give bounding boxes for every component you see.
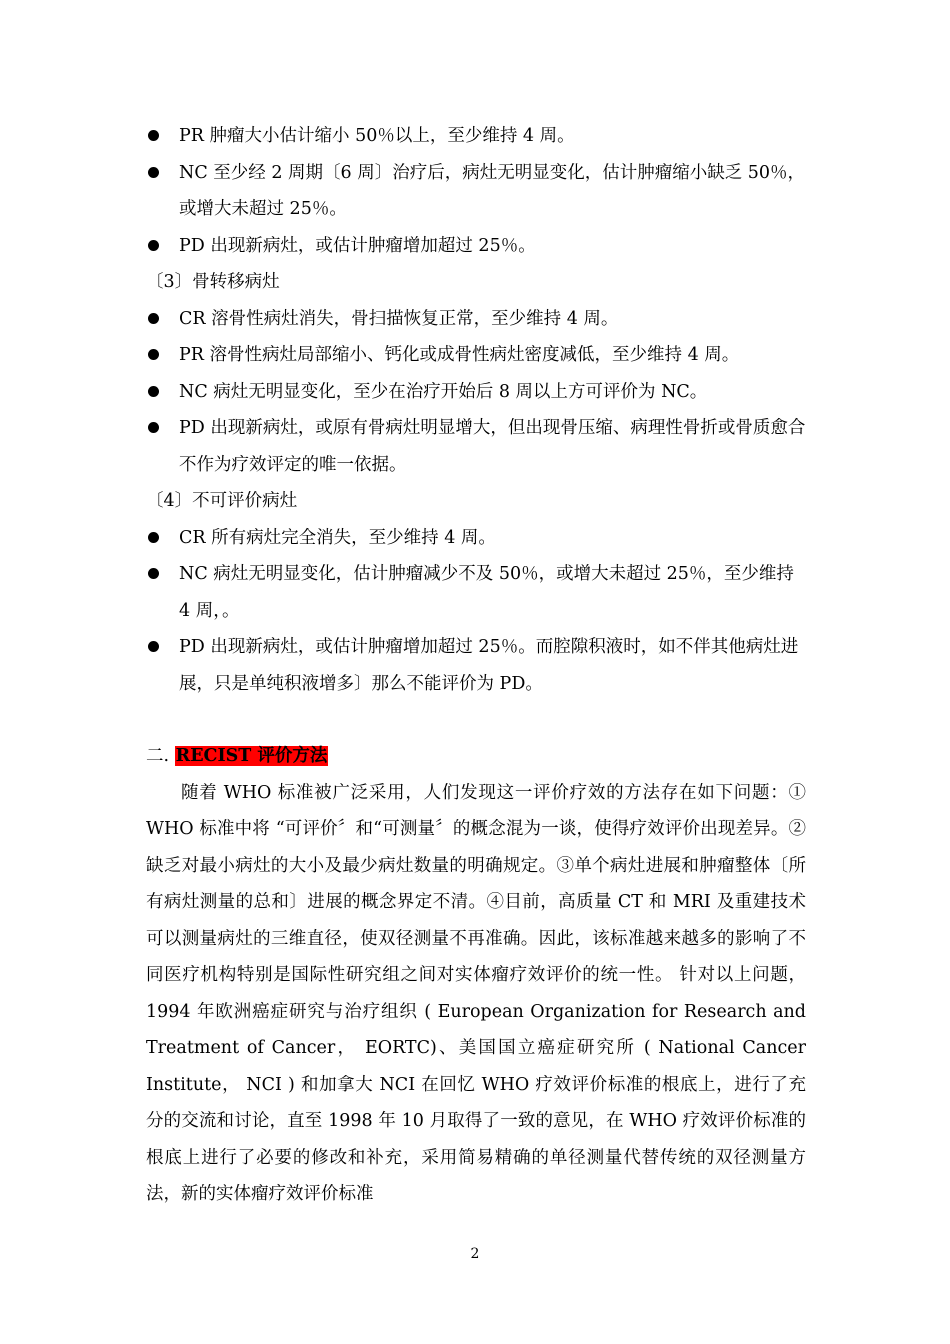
bullet-item [146, 337, 806, 374]
bullet-dot-icon [148, 349, 159, 360]
bullet-text: CR 溶骨性病灶消失，骨扫描恢复正常，至少维持 4 周。 [179, 308, 619, 329]
bullet-item [146, 374, 806, 411]
bullet-dot-icon [148, 130, 159, 141]
section-spacer [146, 702, 806, 738]
bullet-dot-icon [148, 313, 159, 324]
criteria-list [146, 118, 806, 702]
bullet-text: PD 出现新病灶，或估计肿瘤增加超过 25％。而腔隙积液时，如不伴其他病灶进展，只是单纯积液增多〕那么不能评价为 PD。 [179, 637, 799, 694]
page-content [146, 118, 806, 1213]
bullet-text: NC 至少经 2 周期〔6 周〕治疗后，病灶无明显变化，估计肿瘤缩小缺乏 50％，或增大未超过 25％。 [179, 162, 806, 219]
bullet-item [146, 301, 806, 338]
bullet-item [146, 629, 806, 702]
bullet-text: CR 所有病灶完全消失，至少维持 4 周。 [179, 527, 496, 548]
bullet-text: NC 病灶无明显变化，至少在治疗开始后 8 周以上方可评价为 NC。 [179, 381, 708, 402]
bullet-item [146, 155, 806, 228]
bullet-item [146, 118, 806, 155]
subsection-heading: 〔4〕不可评价病灶 [146, 491, 298, 511]
page-number: 2 [470, 1246, 480, 1262]
bullet-dot-icon [148, 167, 159, 178]
bullet-text: PD 出现新病灶，或原有骨病灶明显增大，但出现骨压缩、病理性骨折或骨质愈合不作为疗效评定的唯一依据。 [179, 418, 806, 475]
bullet-dot-icon [148, 386, 159, 397]
body-paragraph: 随着 WHO 标准被广泛采用，人们发现这一评价疗效的方法存在如下问题：① WHO 标准中将 “可评价〞和“可测量〞的概念混为一谈，使得疗效评价出现差异。②缺乏对最小病灶的大小及最少病灶数量的明确规定。③单个病灶进展和肿瘤整体〔所有病灶测量的总和〕进展的概念界定不清。④目前，高质量 CT 和 MRI 及重建技术可以测量病灶的三维直径，使双径测量不再准确。因此，该标准越来越多的影响了不同医疗机构特别是国际性研究组之间对实体瘤疗效评价的统一性。 针对以上问题，1994 年欧洲癌症研究与治疗组织 ( European Organization for Research and Treatment of Cancer， EORTC)、美国国立癌症研究所 ( National Cancer Institute， NCI ) 和加拿大 NCI 在回忆 WHO 疗效评价标准的根底上，进行了充分的交流和讨论，直至 1998 年 10 月取得了一致的意见，在 WHO 疗效评价标准的根底上进行了必要的修改和补充，采用简易精确的单径测量代替传统的双径测量方法，新的实体瘤疗效评价标准 [146, 782, 806, 1204]
section-heading [146, 738, 806, 775]
bullet-text: PD 出现新病灶，或估计肿瘤增加超过 25％。 [179, 235, 536, 256]
bullet-item [146, 228, 806, 265]
bullet-dot-icon [148, 240, 159, 251]
bullet-dot-icon [148, 532, 159, 543]
bullet-dot-icon [148, 568, 159, 579]
subsection-heading: 〔3〕骨转移病灶 [146, 272, 280, 292]
section-number: 二. [146, 746, 170, 766]
bullet-text: PR 溶骨性病灶局部缩小、钙化或成骨性病灶密度减低，至少维持 4 周。 [179, 345, 740, 365]
bullet-item [146, 410, 806, 483]
bullet-text: NC 病灶无明显变化，估计肿瘤减少不及 50％，或增大未超过 25％，至少维持 4 周，。 [179, 564, 800, 621]
bullet-text: PR 肿瘤大小估计缩小 50％以上，至少维持 4 周。 [179, 126, 575, 146]
section-title: RECIST 评价方法 [175, 746, 328, 766]
bullet-item [146, 520, 806, 557]
bullet-dot-icon [148, 641, 159, 652]
bullet-dot-icon [148, 422, 159, 433]
bullet-item [146, 556, 806, 629]
